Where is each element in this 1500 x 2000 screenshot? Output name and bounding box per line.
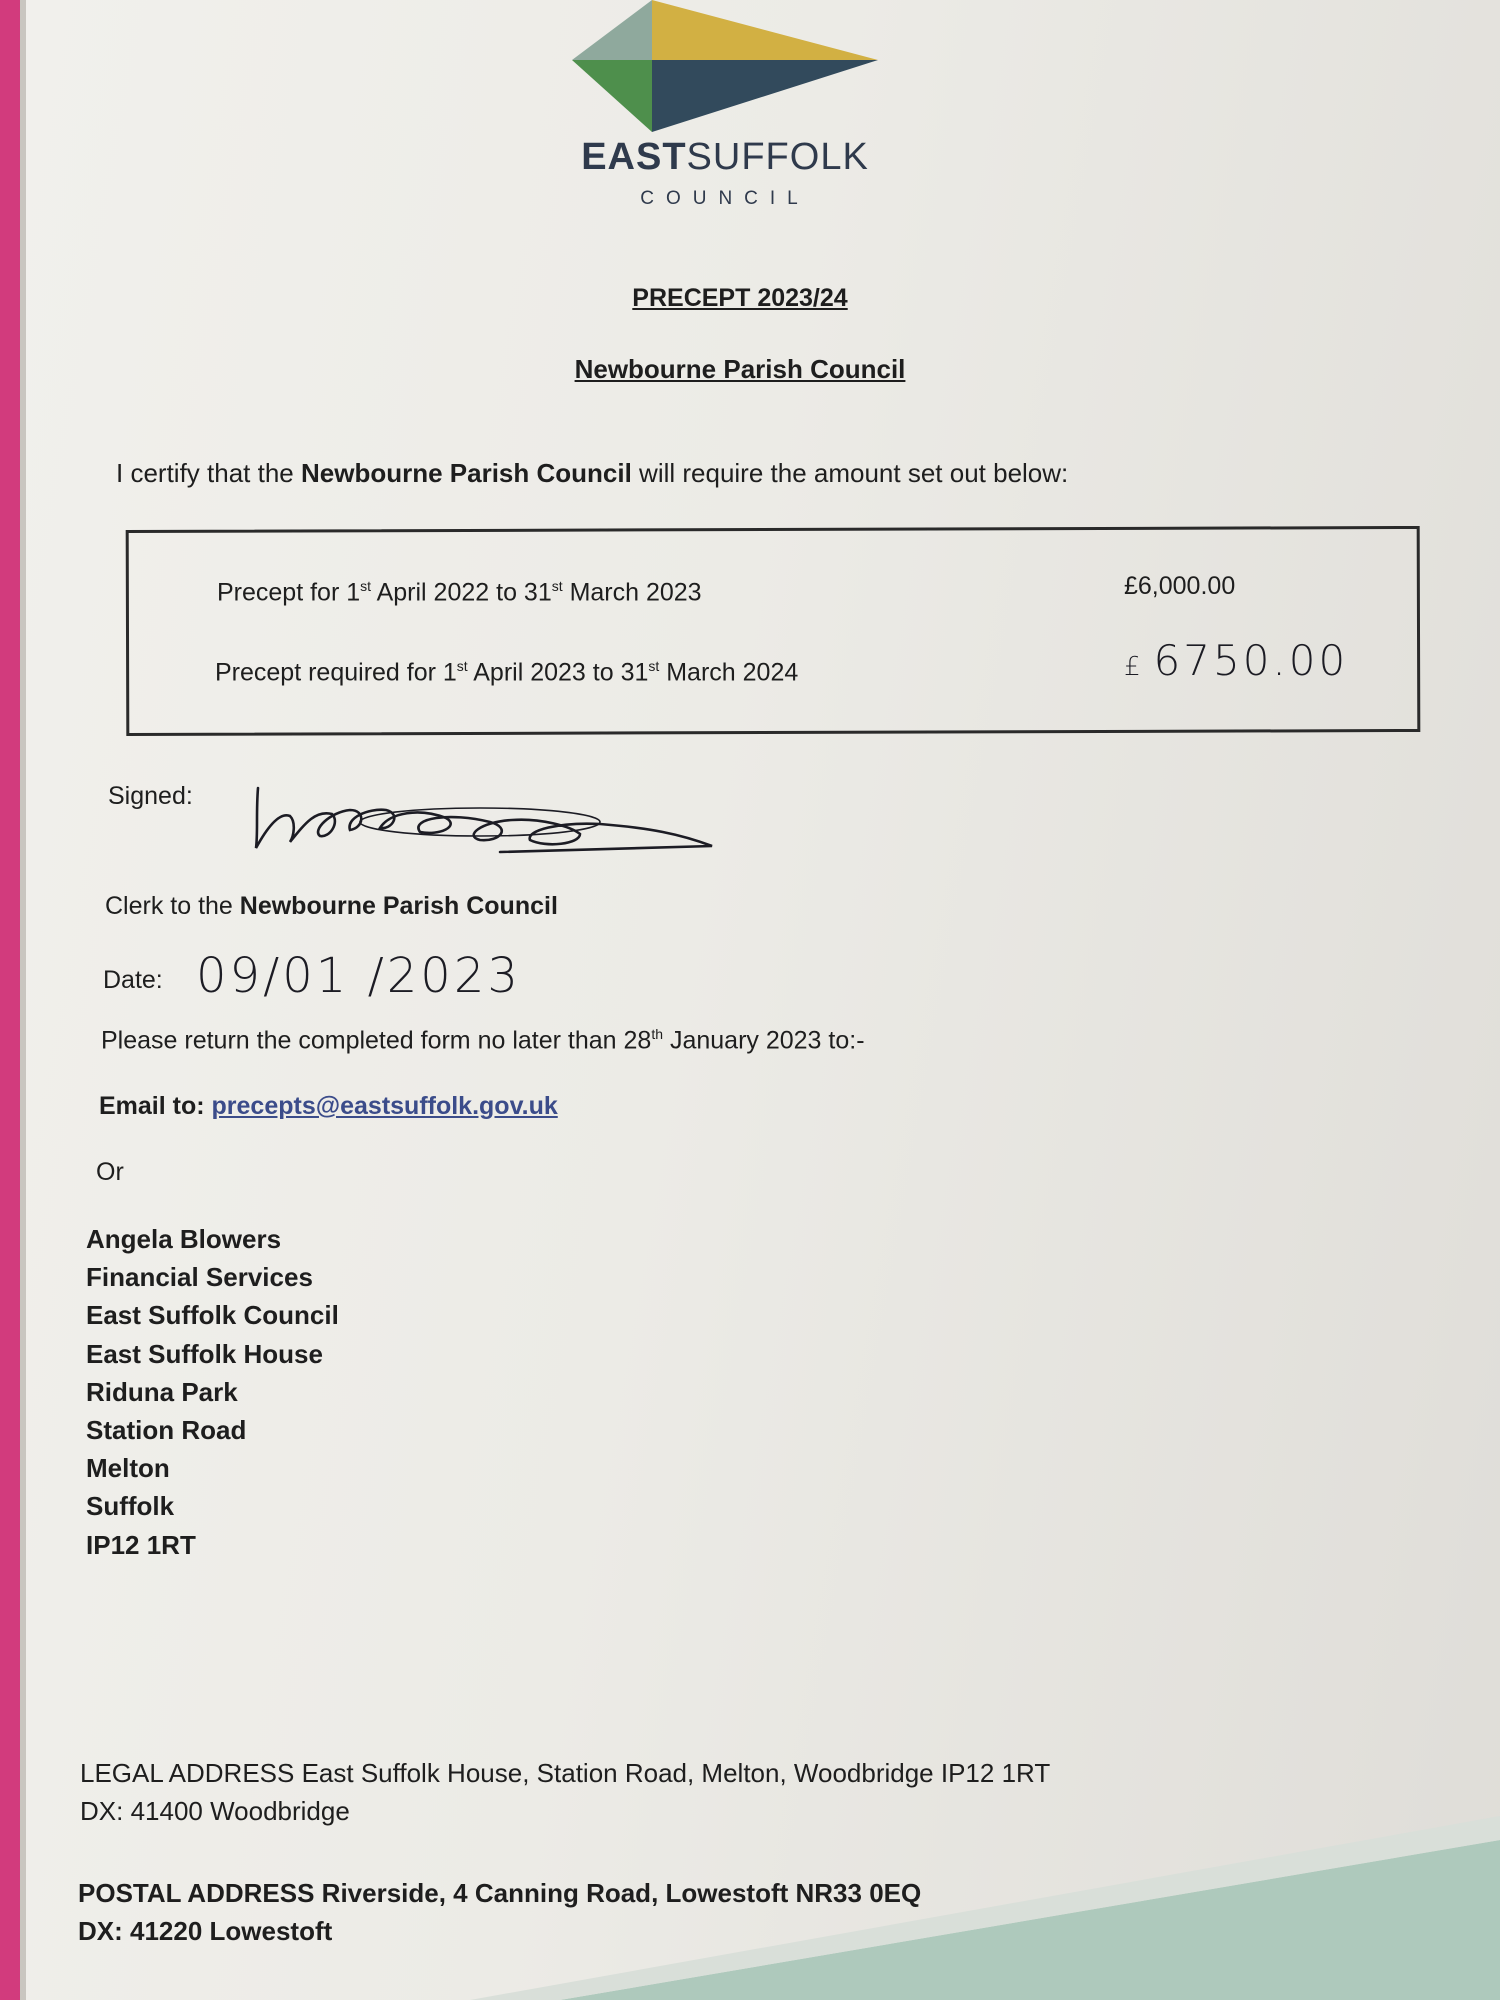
page-title: PRECEPT 2023/24	[632, 284, 848, 312]
precept-row-previous-label: Precept for 1st April 2022 to 31st March 2023	[217, 578, 702, 607]
address-line: Station Road	[86, 1415, 247, 1446]
address-line: Riduna Park	[86, 1376, 238, 1407]
legal-address: LEGAL ADDRESS East Suffolk House, Station Road, Melton, Woodbridge IP12 1RT	[80, 1758, 1051, 1788]
address-line: East Suffolk House	[86, 1338, 323, 1369]
address-line: East Suffolk Council	[86, 1300, 339, 1331]
date-label: Date:	[103, 966, 163, 994]
handwritten-signature	[250, 782, 720, 862]
address-line: Melton	[86, 1453, 170, 1484]
postal-dx: DX: 41220 Lowestoft	[78, 1916, 333, 1946]
postal-address-footer: POSTAL ADDRESS Riverside, 4 Canning Road, Lowestoft NR33 0EQ	[78, 1878, 922, 1908]
address-line: Suffolk	[86, 1491, 175, 1522]
legal-dx: DX: 41400 Woodbridge	[80, 1796, 350, 1826]
east-suffolk-logo	[572, 0, 878, 132]
precept-row-previous-amount: £6,000.00	[1124, 572, 1236, 600]
address-line: IP12 1RT	[86, 1529, 196, 1560]
precept-required-amount: £ 6750.00	[1124, 636, 1349, 685]
precept-box	[126, 526, 1421, 736]
logo-wordmark: EASTSUFFOLK	[581, 136, 869, 178]
address-line: Angela Blowers	[86, 1224, 282, 1254]
handwritten-date: 09/01 /2023	[196, 948, 521, 1004]
or-text: Or	[96, 1158, 124, 1186]
logo-subline: COUNCIL	[640, 188, 810, 209]
email-line: Email to: precepts@eastsuffolk.gov.uk	[99, 1092, 558, 1120]
address-line: Financial Services	[86, 1262, 313, 1293]
precept-row-required-label: Precept required for 1st April 2023 to 31st March 2024	[215, 658, 799, 687]
postal-address-block	[86, 1220, 339, 1564]
certification-statement: I certify that the Newbourne Parish Council will require the amount set out below:	[116, 458, 1069, 488]
clerk-line: Clerk to the Newbourne Parish Council	[105, 892, 558, 920]
signed-label: Signed:	[108, 782, 193, 810]
return-instructions: Please return the completed form no later than 28th January 2023 to:-	[101, 1026, 865, 1055]
email-link[interactable]: precepts@eastsuffolk.gov.uk	[211, 1092, 558, 1120]
page-subtitle: Newbourne Parish Council	[574, 354, 906, 384]
